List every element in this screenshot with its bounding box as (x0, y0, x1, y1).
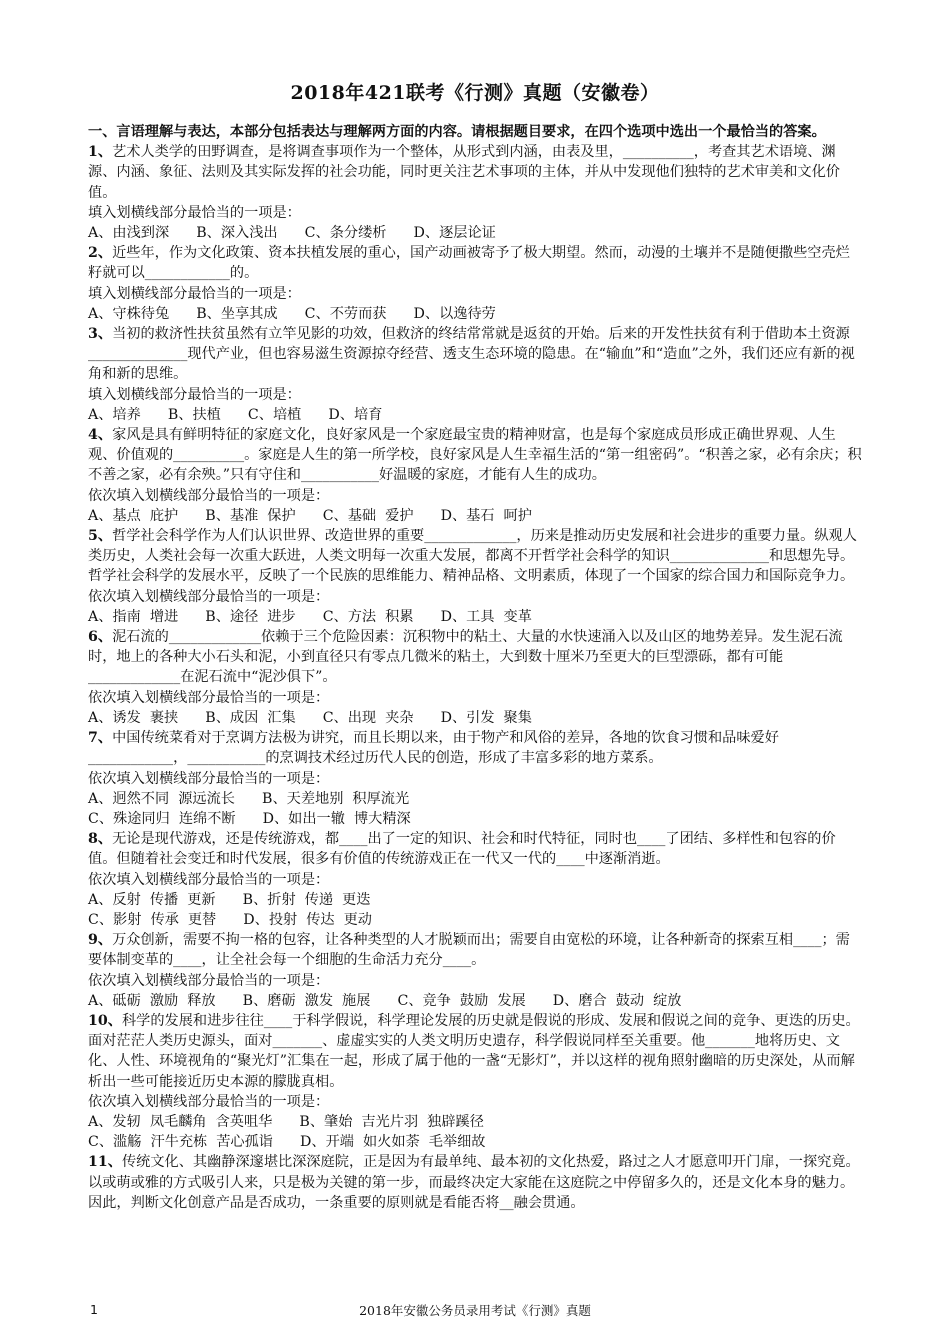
question-text (88, 829, 863, 869)
question-item (88, 142, 863, 243)
question-text (88, 425, 863, 486)
question-number: 9、 (88, 932, 113, 949)
question-text (88, 243, 863, 283)
answer-options: A、指南 增进 B、途径 进步 C、方法 积累 D、工具 变革 (88, 608, 532, 625)
answer-options: C、影射 传承 更替 D、投射 传达 更动 (88, 911, 372, 928)
question-body: 当初的救济性扶贫虽然有立竿见影的功效，但救济的终结常常就是返贫的开始。后来的开发性扶贫有利于借助本土资源______________现代产业，但也容易滋生资源掠夺经营、透支生态环境的隐患。在“输血”和“造血”之外，我们还应有新的视角和新的思维。 (88, 326, 855, 383)
question-item (88, 526, 863, 627)
question-item (88, 324, 863, 425)
answer-options: A、基点 庇护 B、基准 保护 C、基础 爱护 D、基石 呵护 (88, 507, 532, 524)
question-body: 艺术人类学的田野调查，是将调查事项作为一个整体，从形式到内涵，由表及里，__________，考查其艺术语境、渊源、内涵、象征、法则及其实际发挥的社会功能，同时更关注艺术事项的主体，并从中发现他们独特的艺术审美和文化价值。 (88, 144, 840, 201)
answer-options: A、诱发 裹挟 B、成因 汇集 C、出现 夹杂 D、引发 聚集 (88, 709, 532, 726)
question-item (88, 243, 863, 324)
question-item (88, 930, 863, 1011)
question-text (88, 1011, 863, 1092)
section-heading: 一、言语理解与表达，本部分包括表达与理解两方面的内容。请根据题目要求，在四个选项中选出一个最恰当的答案。 (88, 124, 826, 140)
question-text (88, 142, 863, 203)
question-number: 3、 (88, 326, 113, 343)
answer-options: A、培养 B、扶植 C、培植 D、培育 (88, 406, 383, 423)
question-text (88, 930, 863, 970)
question-prompt: 依次填入划横线部分最恰当的一项是： (88, 689, 330, 706)
question-body: 泥石流的_____________依赖于三个危险因素：沉积物中的粘土、大量的水快速涌入以及山区的地势差异。发生泥石流时，地上的各种大小石头和泥，小到直径只有零点几微米的粘土，大到数十厘米乃至更大的巨型漂砾，都有可能_____________在泥石流中“泥沙俱下”。 (88, 629, 843, 686)
answer-options: A、反射 传播 更新 B、折射 传递 更迭 (88, 891, 371, 908)
question-prompt: 填入划横线部分最恰当的一项是： (88, 386, 301, 403)
question-number: 7、 (88, 730, 113, 747)
question-prompt: 依次填入划横线部分最恰当的一项是： (88, 770, 330, 787)
question-body: 哲学社会科学作为人们认识世界、改造世界的重要_____________，历来是推动历史发展和社会进步的重要力量。纵观人类历史，人类社会每一次重大跃进，人类文明每一次重大发展，都离不开哲学社会科学的知识______________和思想先导。哲学社会科学的发展水平，反映了一个民族的思维能力、精神品格、文明素质，体现了一个国家的综合国力和国际竞争力。 (88, 528, 857, 585)
question-text (88, 1152, 863, 1213)
answer-options: A、发轫 凤毛麟角 含英咀华 B、肇始 吉光片羽 独辟蹊径 (88, 1113, 484, 1130)
answer-options: A、迥然不同 源远流长 B、天差地别 积厚流光 (88, 790, 410, 807)
document-body (88, 122, 863, 1213)
question-item (88, 1152, 863, 1213)
question-number: 8、 (88, 831, 113, 848)
question-item (88, 425, 863, 526)
question-prompt: 依次填入划横线部分最恰当的一项是： (88, 1093, 330, 1110)
question-prompt: 依次填入划横线部分最恰当的一项是： (88, 972, 330, 989)
question-prompt: 填入划横线部分最恰当的一项是： (88, 204, 301, 221)
question-prompt: 依次填入划横线部分最恰当的一项是： (88, 487, 330, 504)
question-body: 传统文化、其幽静深邃堪比深深庭院，正是因为有最单纯、最本初的文化热爱，路过之人才愿意叩开门扉，一探究竟。以或萌或雅的方式吸引人来，只是极为关键的第一步，而最终决定大家能在这庭院之中停留多久的，还是文化本身的魅力。因此，判断文化创意产品是否成功，一条重要的原则就是看能否将__融会贯通。 (88, 1154, 860, 1211)
question-body: 万众创新，需要不拘一格的包容，让各种类型的人才脱颖而出；需要自由宽松的环境，让各种新奇的探索互相____；需要体制变革的____，让全社会每一个细胞的生命活力充分____。 (88, 932, 850, 969)
question-text (88, 526, 863, 587)
answer-options: C、滥觞 汗牛充栋 苦心孤诣 D、开端 如火如荼 毛举细故 (88, 1134, 486, 1151)
question-item (88, 829, 863, 930)
question-number: 5、 (88, 528, 113, 545)
answer-options: A、守株待兔 B、坐享其成 C、不劳而获 D、以逸待劳 (88, 305, 496, 322)
answer-options: A、由浅到深 B、深入浅出 C、条分缕析 D、逐层论证 (88, 225, 496, 242)
question-body: 家风是具有鲜明特征的家庭文化，良好家风是一个家庭最宝贵的精神财富，也是每个家庭成员形成正确世界观、人生观、价值观的__________。家庭是人生的第一所学校，良好家风是人生幸福生活的“第一组密码”。“积善之家，必有余庆；积不善之家，必有余殃。”只有守住和___________好温暖的家庭，才能有人生的成功。 (88, 427, 862, 484)
question-list (88, 142, 863, 1213)
footer-text: 2018年安徽公务员录用考试《行测》真题 (359, 1303, 591, 1318)
page-title: 2018年421联考《行测》真题（安徽卷） (290, 82, 660, 104)
question-number: 10、 (88, 1012, 122, 1029)
question-prompt: 依次填入划横线部分最恰当的一项是： (88, 871, 330, 888)
answer-options: A、砥砺 激励 释放 B、磨砺 激发 施展 C、竞争 鼓励 发展 D、磨合 鼓动 绽放 (88, 992, 682, 1009)
question-body: 无论是现代游戏，还是传统游戏，都____出了一定的知识、社会和时代特征，同时也____了团结、多样性和包容的价值。但随着社会变迁和时代发展，很多有价值的传统游戏正在一代又一代的____中逐渐消逝。 (88, 831, 836, 868)
question-number: 1、 (88, 144, 113, 161)
question-body: 中国传统菜肴对于烹调方法极为讲究，而且长期以来，由于物产和风俗的差异，各地的饮食习惯和品味爱好____________，___________的烹调技术经过历代人民的创造，形成了丰富多彩的地方菜系。 (88, 730, 779, 767)
question-text (88, 324, 863, 385)
question-number: 6、 (88, 629, 113, 646)
question-item (88, 1011, 863, 1152)
question-number: 4、 (88, 427, 113, 444)
question-item (88, 728, 863, 829)
question-body: 近些年，作为文化政策、资本扶植发展的重心，国产动画被寄予了极大期望。然而，动漫的土壤并不是随便撒些空壳烂籽就可以____________的。 (88, 245, 850, 282)
question-item (88, 627, 863, 728)
page-number: 1 (90, 1302, 98, 1317)
answer-options: C、殊途同归 连绵不断 D、如出一辙 博大精深 (88, 810, 411, 827)
question-text (88, 728, 863, 768)
question-text (88, 627, 863, 688)
question-prompt: 依次填入划横线部分最恰当的一项是： (88, 588, 330, 605)
question-body: 科学的发展和进步往往____于科学假说，科学理论发展的历史就是假说的形成、发展和假说之间的竞争、更迭的历史。面对茫茫人类历史源头，面对_______、虚虚实实的人类文明历史遗存，科学假说同样至关重要。他_______地将历史、文化、人性、环境视角的“聚光灯”汇集在一起，形成了属于他的一盏“无影灯”，并以这样的视角照射幽暗的历史深处，从而解析出一些可能接近历史本源的朦胧真相。 (88, 1012, 860, 1090)
question-prompt: 填入划横线部分最恰当的一项是： (88, 285, 301, 302)
question-number: 11、 (88, 1154, 122, 1171)
question-number: 2、 (88, 245, 113, 262)
